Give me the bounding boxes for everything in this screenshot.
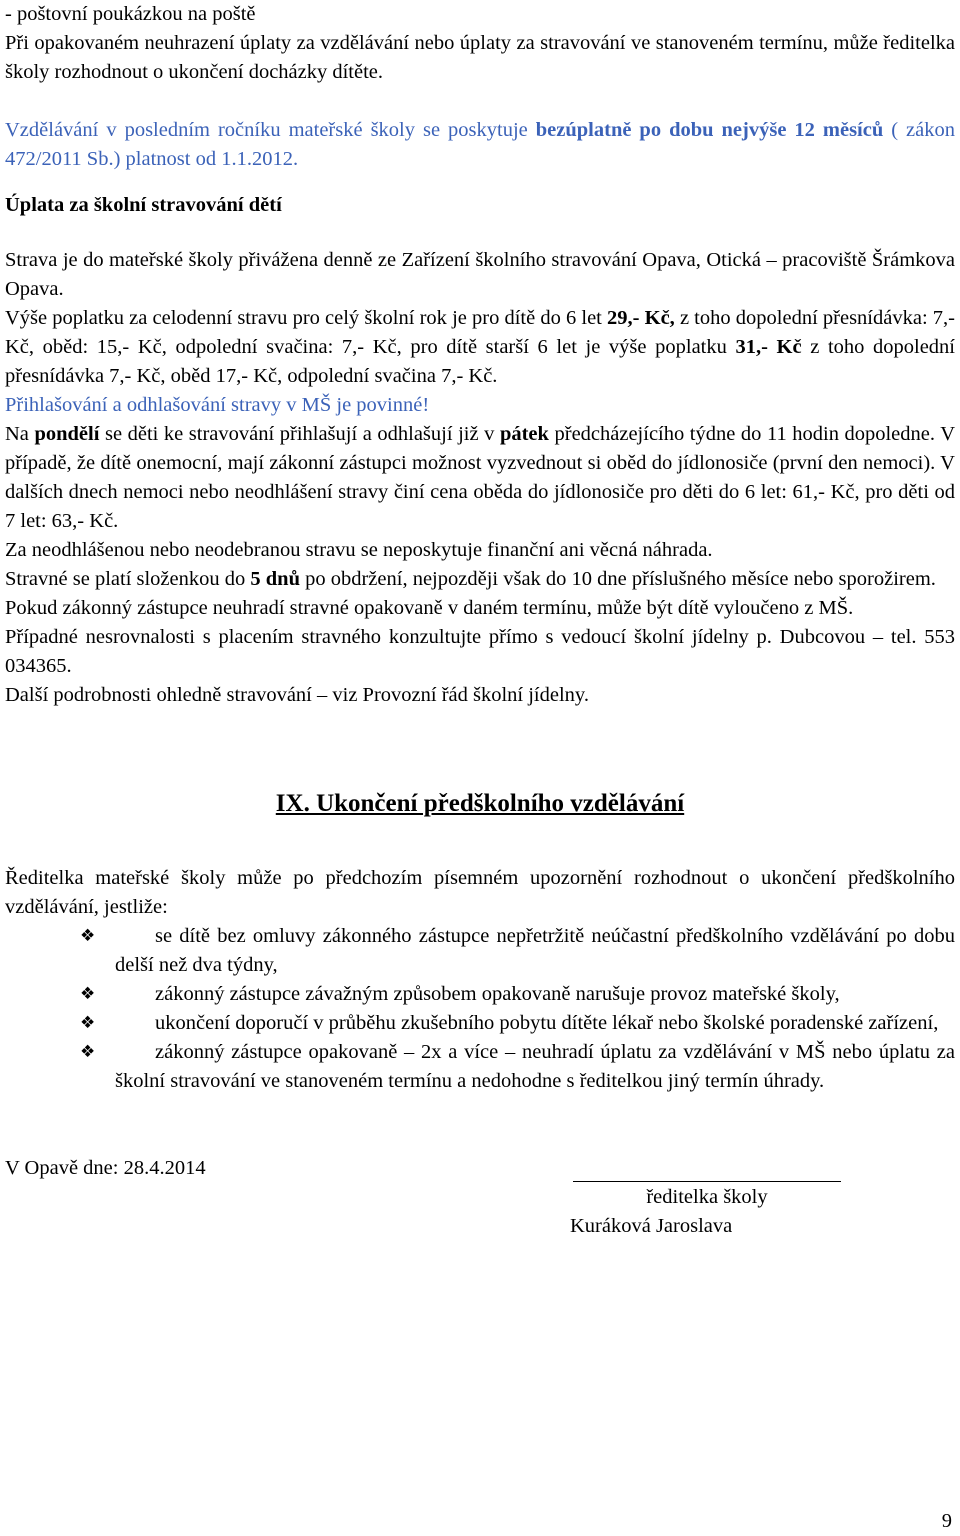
list-item-text: ukončení doporučí v průběhu zkušebního pobytu dítěte lékař nebo školské poradenské zařízení, xyxy=(155,1012,939,1034)
reg-text-a: Na xyxy=(5,423,35,445)
pay-text-a: Stravné se platí složenkou do xyxy=(5,568,251,590)
chapter-title: IX. Ukončení předškolního vzdělávání xyxy=(275,790,685,817)
meals-registration-paragraph xyxy=(5,420,955,536)
spacer xyxy=(5,220,955,246)
signature-line xyxy=(573,1181,841,1182)
price-text-a: Výše poplatku za celodenní stravu pro celý školní rok je pro dítě do 6 let xyxy=(5,307,608,329)
reg-friday: pátek xyxy=(499,423,549,445)
meals-contact-paragraph: Případné nesrovnalosti s placením stravného konzultujte přímo s vedoucí školní jídelny p. Dubcovou – tel. 553 034365. xyxy=(5,626,955,677)
reg-text-c: se děti ke stravování přihlašují a odhlašují již v xyxy=(99,423,500,445)
pay-text-c: po obdržení, nejpozději však do 10 dne příslušného měsíce nebo sporožirem. xyxy=(299,568,936,590)
free-edu-bold: bezúplatně po dobu nejvýše 12 měsíců xyxy=(535,119,884,141)
free-edu-text-c: ( zákon 472/2011 Sb.) platnost od 1.1.2012. xyxy=(5,119,956,170)
list-item xyxy=(5,980,955,1009)
pay-days: 5 dnů xyxy=(250,568,300,590)
price-text-e: z toho dopolední přesnídávka 7,- Kč, oběd 17,- Kč, odpolední svačina 7,- Kč. xyxy=(5,336,955,387)
price-text-c: z toho dopolední přesnídávka: 7,- Kč, oběd: 15,- Kč, odpolední svačina: 7,- Kč, pro dítě starší 6 let je výše poplatku xyxy=(5,307,955,358)
signature-title: ředitelka školy xyxy=(646,1186,768,1208)
list-item xyxy=(5,1038,955,1096)
list-item-text: se dítě bez omluvy zákonného zástupce nepřetržitě neúčastní předškolního vzdělávání po dobu delší než dva týdny, xyxy=(115,925,955,976)
reg-monday: pondělí xyxy=(34,423,100,445)
meals-mandatory-note: Přihlašování a odhlašování stravy v MŠ je povinné! xyxy=(5,394,430,416)
free-edu-text-a: Vzdělávání v posledním ročníku mateřské školy se poskytuje xyxy=(5,119,536,141)
diamond-bullet-icon: ❖ xyxy=(80,984,96,1004)
list-item xyxy=(5,922,955,980)
spacer xyxy=(5,822,955,864)
list-item-text: zákonný zástupce opakovaně – 2x a více – neuhradí úplatu za vzdělávání v MŠ nebo úplatu za školní stravování ve stanoveném termínu a nedohodne s ředitelkou jiný termín úhrady. xyxy=(115,1041,955,1092)
spacer xyxy=(5,174,955,191)
spacer xyxy=(5,1096,955,1154)
diamond-bullet-icon: ❖ xyxy=(80,926,96,946)
spacer xyxy=(5,87,955,116)
meals-heading: Úplata za školní stravování dětí xyxy=(5,194,282,216)
page-number: 9 xyxy=(941,1510,952,1532)
meals-no-compensation: Za neodhlášenou nebo neodebranou stravu se neposkytuje finanční ani věcná náhrada. xyxy=(5,539,713,561)
spacer xyxy=(5,710,955,786)
signature-name: Kuráková Jaroslava xyxy=(570,1215,733,1237)
price-over6: 31,- Kč xyxy=(735,336,802,358)
meals-exclusion-paragraph: Pokud zákonný zástupce neuhradí stravné opakovaně v daném termínu, může být dítě vyloučeno z MŠ. xyxy=(5,597,854,619)
list-item xyxy=(5,1009,955,1038)
price-under6: 29,- Kč, xyxy=(607,307,675,329)
termination-conditions-list xyxy=(5,922,955,1096)
chapter-intro: Ředitelka mateřské školy může po předchozím písemném upozornění rozhodnout o ukončení předškolního vzdělávání, jestliže: xyxy=(5,867,955,918)
payment-method-line: - poštovní poukázkou na poště xyxy=(5,3,256,25)
meals-payment-paragraph xyxy=(5,565,955,594)
reg-text-e: předcházejícího týdne do 11 hodin dopoledne. V případě, že dítě onemocní, mají zákonní zástupci možnost vyzvednout si oběd do jídlonosiče (první den nemoci). V dalších dnech nemoci nebo neodhlášení stravy činí cena oběda do jídlonosiče pro děti do 6 let: 61,- Kč, pro děti od 7 let: 63,- Kč. xyxy=(5,423,955,532)
list-item-text: zákonný zástupce závažným způsobem opakovaně narušuje provoz mateřské školy, xyxy=(155,983,840,1005)
free-education-paragraph xyxy=(5,116,955,174)
meals-details-paragraph: Další podrobnosti ohledně stravování – viz Provozní řád školní jídelny. xyxy=(5,684,589,706)
diamond-bullet-icon: ❖ xyxy=(80,1042,96,1062)
signature-block xyxy=(5,1154,955,1244)
termination-paragraph: Při opakovaném neuhrazení úplaty za vzdělávání nebo úplaty za stravování ve stanoveném termínu, může ředitelka školy rozhodnout o ukončení docházky dítěte. xyxy=(5,32,955,83)
diamond-bullet-icon: ❖ xyxy=(80,1013,96,1033)
document-page xyxy=(5,0,955,1244)
document-date: V Opavě dne: 28.4.2014 xyxy=(5,1157,206,1179)
meals-price-paragraph xyxy=(5,304,955,391)
meals-delivery-paragraph: Strava je do mateřské školy přivážena denně ze Zařízení školního stravování Opava, Otická – pracoviště Šrámkova Opava. xyxy=(5,249,955,300)
